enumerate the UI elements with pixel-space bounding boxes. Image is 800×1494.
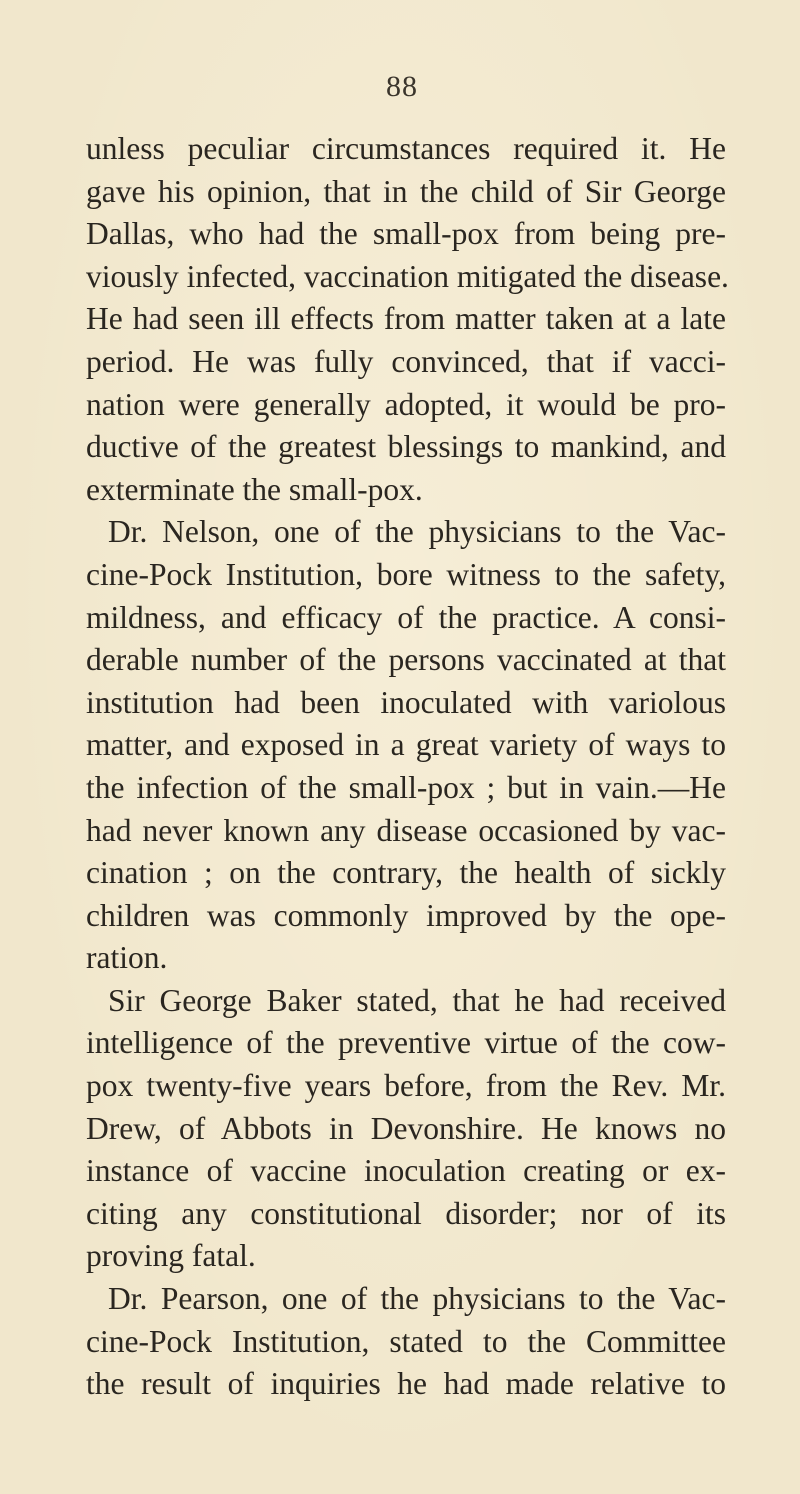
text-line: period. He was fully convinced, that if vacci-: [86, 343, 726, 379]
text-line: pox twenty-five years before, from the Rev. Mr.: [86, 1068, 726, 1104]
text-line: the infection of the small-pox ; but in vain.—He: [86, 769, 726, 805]
text-line: matter, and exposed in a great variety of ways to: [86, 727, 726, 763]
text-line: cination ; on the contrary, the health of sickly: [86, 855, 726, 891]
text-line: the result of inquiries he had made relative to: [86, 1366, 726, 1402]
text-line: proving fatal.: [86, 1238, 256, 1274]
text-line: Dr. Pearson, one of the physicians to the Vac-: [108, 1281, 726, 1317]
text-line: Drew, of Abbots in Devonshire. He knows no: [86, 1110, 726, 1146]
text-line: viously infected, vaccination mitigated the disease.: [86, 258, 729, 294]
text-line: cine-Pock Institution, stated to the Committee: [86, 1323, 726, 1359]
text-line: cine-Pock Institution, bore witness to the safety,: [86, 556, 726, 592]
text-line: gave his opinion, that in the child of Sir George: [86, 173, 726, 209]
text-line: He had seen ill effects from matter taken at a late: [86, 301, 726, 337]
text-line: mildness, and efficacy of the practice. A consi-: [86, 599, 726, 635]
text-line: ductive of the greatest blessings to mankind, and: [86, 429, 726, 465]
text-line: derable number of the persons vaccinated at that: [86, 642, 726, 678]
text-line: citing any constitutional disorder; nor of its: [86, 1195, 726, 1231]
page-number: 88: [386, 70, 418, 103]
text-line: instance of vaccine inoculation creating or ex-: [86, 1153, 726, 1189]
text-line: unless peculiar circumstances required it. He: [86, 131, 726, 166]
text-line: children was commonly improved by the ope-: [86, 897, 726, 933]
text-line: ration.: [86, 940, 168, 976]
text-line: had never known any disease occasioned by vac-: [86, 812, 726, 848]
text-line: exterminate the small-pox.: [86, 471, 423, 507]
text-line: nation were generally adopted, it would be pro-: [86, 386, 726, 422]
text-line: Dallas, who had the small-pox from being pre-: [86, 216, 726, 252]
text-line: intelligence of the preventive virtue of the cow-: [86, 1025, 726, 1061]
text-line: Sir George Baker stated, that he had received: [108, 982, 726, 1018]
text-line: institution had been inoculated with variolous: [86, 684, 726, 720]
body-text: [86, 128, 729, 1406]
text-line: Dr. Nelson, one of the physicians to the Vac-: [108, 514, 726, 550]
